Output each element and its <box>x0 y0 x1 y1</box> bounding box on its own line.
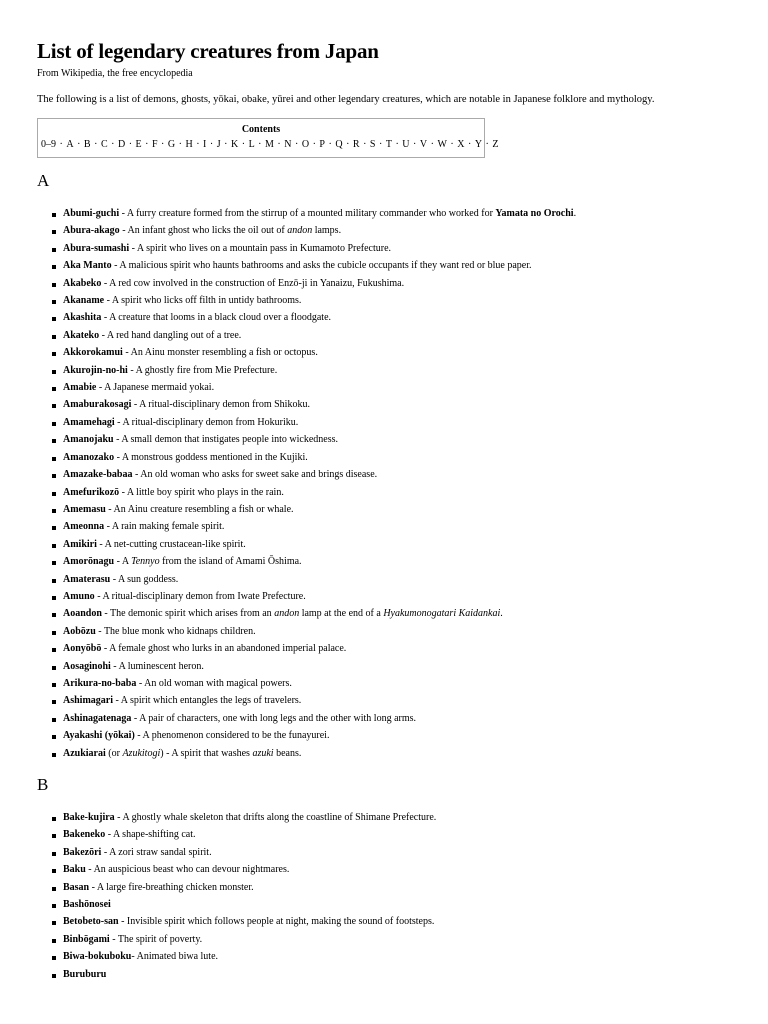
toc-separator: · <box>274 139 284 150</box>
list-item <box>37 414 768 431</box>
page-subtitle: From Wikipedia, the free encyclopedia <box>37 68 193 79</box>
page-title: List of legendary creatures from Japan <box>37 39 379 63</box>
description-text: - The blue monk who kidnaps children. <box>95 625 256 637</box>
toc-link-m[interactable]: M <box>265 139 274 150</box>
list-item <box>37 727 768 744</box>
description-text: - A shape-shifting cat. <box>105 829 196 841</box>
toc-link-u[interactable]: U <box>402 139 410 150</box>
toc-link-w[interactable]: W <box>437 139 447 150</box>
italic-term: Tennyo <box>131 556 160 568</box>
description-text: - An auspicious beast who can devour nightmares. <box>85 864 290 876</box>
toc-link-h[interactable]: H <box>185 139 193 150</box>
toc-link-p[interactable]: P <box>319 139 325 150</box>
creature-name-link[interactable]: Akabeko <box>63 277 102 289</box>
toc-link-i[interactable]: I <box>203 139 207 150</box>
creature-name-link[interactable]: Aoandon <box>63 608 102 620</box>
toc-separator: · <box>325 139 335 150</box>
list-item <box>37 484 768 501</box>
creature-name-link[interactable]: Yamata no Orochi <box>495 208 574 219</box>
list-item <box>37 379 768 396</box>
description-text: - A ghostly whale skeleton that drifts along the coastline of Shimane Prefecture. <box>114 812 437 823</box>
description-text: - A phenomenon considered to be the funayurei. <box>134 730 330 742</box>
description-text: - A ritual-disciplinary demon from Hokuriku. <box>114 416 299 428</box>
toc-link-t[interactable]: T <box>385 139 392 150</box>
description-text: - A spirit who licks off filth in untidy bathrooms. <box>104 295 302 307</box>
creature-name-link[interactable]: Bashōnosei <box>63 899 111 911</box>
description-text: - A sun goddess. <box>110 573 179 585</box>
creature-name-link[interactable]: Biwa-bokuboku <box>63 951 132 963</box>
toc-link-c[interactable]: C <box>100 139 108 150</box>
creature-name-link[interactable]: Buruburu <box>63 968 107 980</box>
toc-separator: · <box>57 139 66 150</box>
toc-title: Contents <box>241 124 281 135</box>
toc-separator: · <box>292 139 301 150</box>
list-item <box>37 861 768 878</box>
description-text: - An infant ghost who licks the oil out of <box>119 225 288 237</box>
list-item <box>37 257 768 274</box>
description-text: - A little boy spirit who plays in the rain. <box>119 486 284 498</box>
toc-separator: · <box>142 139 151 150</box>
toc-separator: · <box>108 139 117 150</box>
description-text: - A female ghost who lurks in an abandoned imperial palace. <box>101 643 347 655</box>
toc-separator: · <box>376 139 385 150</box>
toc-link-g[interactable]: G <box>167 139 176 150</box>
toc-separator: · <box>310 139 319 150</box>
description-text: - A small demon that instigates people into wickedness. <box>113 434 338 446</box>
list-item <box>37 809 768 826</box>
italic-term: Hyakumonogatari Kaidankai <box>383 608 501 620</box>
toc-separator: · <box>343 139 352 150</box>
creature-name-link[interactable]: Amemasu <box>63 503 106 515</box>
list-item <box>37 931 768 948</box>
creature-name-link[interactable]: Amabie <box>63 382 97 394</box>
creature-name-link[interactable]: Aonyōbō <box>63 643 102 655</box>
list-item <box>37 588 768 605</box>
list-item <box>37 675 768 692</box>
description-text: (or <box>105 747 123 759</box>
list-item <box>37 966 768 983</box>
sections <box>37 171 768 983</box>
toc-link-e[interactable]: E <box>135 139 142 150</box>
toc-separator: · <box>360 139 369 150</box>
description-text: - An old woman with magical powers. <box>136 677 292 689</box>
list-item <box>37 844 768 861</box>
toc-link-s[interactable]: S <box>369 139 376 150</box>
toc-links <box>38 138 499 151</box>
creature-name-link[interactable]: Akurojin-no-hi <box>63 364 128 376</box>
creature-name-link[interactable]: Amanozako <box>63 451 115 463</box>
description-text: - A monstrous goddess mentioned in the Kujiki. <box>114 451 308 463</box>
creature-name-link[interactable]: Aosaginohi <box>63 660 111 672</box>
creature-name-link[interactable]: Amefurikozō <box>63 486 120 498</box>
creature-name-link[interactable]: Amamehagi <box>63 416 115 428</box>
list-item <box>37 605 768 622</box>
intro-paragraph: The following is a list of demons, ghosts, yōkai, obake, yūrei and other legendary creatures, which are notable in Japanese folklore and mythology. <box>37 94 655 105</box>
description-text: - A net-cutting crustacean-like spirit. <box>96 538 246 550</box>
toc-link-r[interactable]: R <box>352 139 360 150</box>
list-item <box>37 536 768 553</box>
list-item <box>37 745 768 762</box>
list-item <box>37 518 768 535</box>
toc-link-b[interactable]: B <box>83 139 91 150</box>
section-a <box>37 171 768 762</box>
list-item <box>37 327 768 344</box>
description-text: - A luminescent heron. <box>110 660 204 672</box>
list-item <box>37 275 768 292</box>
toc-link-x[interactable]: X <box>457 139 465 150</box>
creature-name-link[interactable]: Aka Manto <box>63 260 112 272</box>
list-item <box>37 879 768 896</box>
creature-name-link[interactable]: Akateko <box>63 329 100 341</box>
description-text: - An old woman who asks for sweet sake and brings disease. <box>132 469 378 481</box>
toc-link-d[interactable]: D <box>117 139 126 150</box>
toc-separator: · <box>428 139 437 150</box>
list-item <box>37 948 768 965</box>
toc-separator: · <box>483 139 492 150</box>
toc-link-v[interactable]: V <box>419 139 428 150</box>
creature-name-link[interactable]: Ashinagatenaga <box>63 712 132 724</box>
list-item <box>37 826 768 843</box>
list-item <box>37 692 768 709</box>
description-text: - A zori straw sandal spirit. <box>101 846 212 858</box>
description-text: - A furry creature formed from the stirrup of a mounted military commander who worked for <box>119 208 496 219</box>
toc-separator: · <box>126 139 135 150</box>
creature-name-link[interactable]: Baku <box>63 864 86 876</box>
description-text: - A ritual-disciplinary demon from Shikoku. <box>131 399 310 411</box>
toc-separator: · <box>410 139 419 150</box>
description-text: - The demonic spirit which arises from an <box>101 608 275 620</box>
description-text: lamps. <box>312 225 342 237</box>
list-item <box>37 640 768 657</box>
toc-link-q[interactable]: Q <box>335 139 343 150</box>
italic-term: Azukitogi <box>122 747 161 759</box>
toc-link-o[interactable]: O <box>301 139 310 150</box>
list-item <box>37 344 768 361</box>
description-text: - Invisible spirit which follows people at night, making the sound of footsteps. <box>118 916 435 928</box>
list-item <box>37 553 768 570</box>
creature-name-link[interactable]: Basan <box>63 881 90 893</box>
list-item <box>37 710 768 727</box>
description-text: - A ghostly fire from Mie Prefecture. <box>127 364 278 376</box>
list-item <box>37 896 768 913</box>
description-text: . <box>500 608 503 620</box>
toc-link-0–9[interactable]: 0–9 <box>41 139 56 150</box>
description-text: beans. <box>273 747 302 759</box>
creature-name-link[interactable]: Aobōzu <box>63 625 96 637</box>
creature-name-link[interactable]: Akkorokamui <box>63 347 123 359</box>
creature-list <box>37 205 768 762</box>
creature-name-link[interactable]: Abura-akago <box>63 225 120 237</box>
toc-separator: · <box>465 139 474 150</box>
creature-name-link[interactable]: Ashimagari <box>63 695 113 707</box>
description-text: . <box>573 208 577 219</box>
list-item <box>37 449 768 466</box>
toc-separator: · <box>221 139 230 150</box>
creature-name-link[interactable]: Akaname <box>63 295 105 307</box>
section-heading: B <box>37 775 49 794</box>
list-item <box>37 431 768 448</box>
toc-separator: · <box>255 139 265 150</box>
italic-term: azuki <box>252 747 274 759</box>
description-text: - A red cow involved in the construction of Enzō-ji in Yanaizu, Fukushima. <box>101 277 405 289</box>
list-item <box>37 292 768 309</box>
section-heading: A <box>37 171 50 190</box>
description-text: - A malicious spirit who haunts bathrooms and asks the cubicle occupants if they want red or blue paper. <box>111 260 532 272</box>
creature-name-link[interactable]: Arikura-no-baba <box>63 677 137 689</box>
creature-name-link[interactable]: Amazake-babaa <box>63 469 133 481</box>
description-text: - A <box>114 556 132 568</box>
list-item <box>37 362 768 379</box>
creature-name-link[interactable]: Amikiri <box>63 538 97 550</box>
list-item <box>37 623 768 640</box>
creature-name-link[interactable]: Akashita <box>63 312 102 324</box>
toc-separator: · <box>239 139 248 150</box>
description-text: - A spirit which entangles the legs of travelers. <box>113 695 302 707</box>
toc-link-f[interactable]: F <box>151 139 158 150</box>
description-text: - A spirit who lives on a mountain pass in Kumamoto Prefecture. <box>129 242 392 254</box>
list-item <box>37 466 768 483</box>
table-of-contents <box>37 118 499 158</box>
description-text: - A pair of characters, one with long legs and the other with long arms. <box>131 712 417 724</box>
toc-separator: · <box>193 139 203 150</box>
description-text: - Animated biwa lute. <box>131 951 219 963</box>
creature-name-link[interactable]: Amaburakosagi <box>63 399 132 411</box>
list-item <box>37 571 768 588</box>
description-text: ) - A spirit that washes <box>160 747 253 759</box>
italic-term: andon <box>274 608 300 620</box>
description-text: - A creature that looms in a black cloud over a floodgate. <box>101 312 332 324</box>
description-text: from the island of Amami Ōshima. <box>159 556 302 568</box>
creature-name-link[interactable]: Ameonna <box>63 521 105 533</box>
list-item <box>37 205 768 222</box>
list-item <box>37 913 768 930</box>
creature-name-link[interactable]: Bakeneko <box>63 829 106 841</box>
creature-name-link[interactable]: Azukiarai <box>63 747 106 759</box>
list-item <box>37 240 768 257</box>
description-text: - A red hand dangling out of a tree. <box>99 329 242 341</box>
description-text: - A rain making female spirit. <box>104 521 225 533</box>
toc-link-z[interactable]: Z <box>492 139 499 150</box>
toc-separator: · <box>207 139 216 150</box>
toc-separator: · <box>447 139 457 150</box>
creature-name-link[interactable]: Amaterasu <box>63 573 111 585</box>
toc-link-a[interactable]: A <box>66 139 74 150</box>
creature-name-link[interactable]: Amorōnagu <box>63 556 115 568</box>
description-text: - A large fire-breathing chicken monster. <box>89 881 254 893</box>
creature-list <box>37 809 768 983</box>
toc-link-l[interactable]: L <box>248 139 255 150</box>
toc-link-n[interactable]: N <box>284 139 292 150</box>
toc-separator: · <box>91 139 100 150</box>
description-text: - A Japanese mermaid yokai. <box>96 382 215 394</box>
italic-term: andon <box>287 225 313 237</box>
creature-name-link[interactable]: Bake-kujira <box>63 812 115 823</box>
creature-name-link[interactable]: Amuno <box>63 590 95 602</box>
description-text: - An Ainu creature resembling a fish or whale. <box>105 503 294 515</box>
toc-separator: · <box>392 139 402 150</box>
creature-name-link[interactable]: Bakezōri <box>63 846 102 858</box>
toc-separator: · <box>74 139 83 150</box>
creature-name-link[interactable]: Amanojaku <box>63 434 114 446</box>
creature-name-link[interactable]: Abura-sumashi <box>63 242 130 254</box>
list-item <box>37 222 768 239</box>
creature-name-link[interactable]: Abumi-guchi <box>63 208 120 219</box>
list-item <box>37 396 768 413</box>
creature-name-link[interactable]: Ayakashi (yōkai) <box>63 730 135 742</box>
toc-link-y[interactable]: Y <box>474 139 483 150</box>
description-text: - An Ainu monster resembling a fish or octopus. <box>122 347 318 359</box>
creature-name-link[interactable]: Betobeto-san <box>63 916 119 928</box>
section-b <box>37 775 768 983</box>
description-text: - The spirit of poverty. <box>109 933 203 945</box>
list-item <box>37 501 768 518</box>
toc-link-j[interactable]: J <box>216 139 221 150</box>
toc-link-k[interactable]: K <box>230 139 239 150</box>
description-text: - A ritual-disciplinary demon from Iwate Prefecture. <box>94 590 306 602</box>
list-item <box>37 658 768 675</box>
description-text: lamp at the end of a <box>299 608 384 620</box>
list-item <box>37 309 768 326</box>
creature-name-link[interactable]: Binbōgami <box>63 933 110 945</box>
toc-separator: · <box>176 139 185 150</box>
toc-separator: · <box>158 139 167 150</box>
